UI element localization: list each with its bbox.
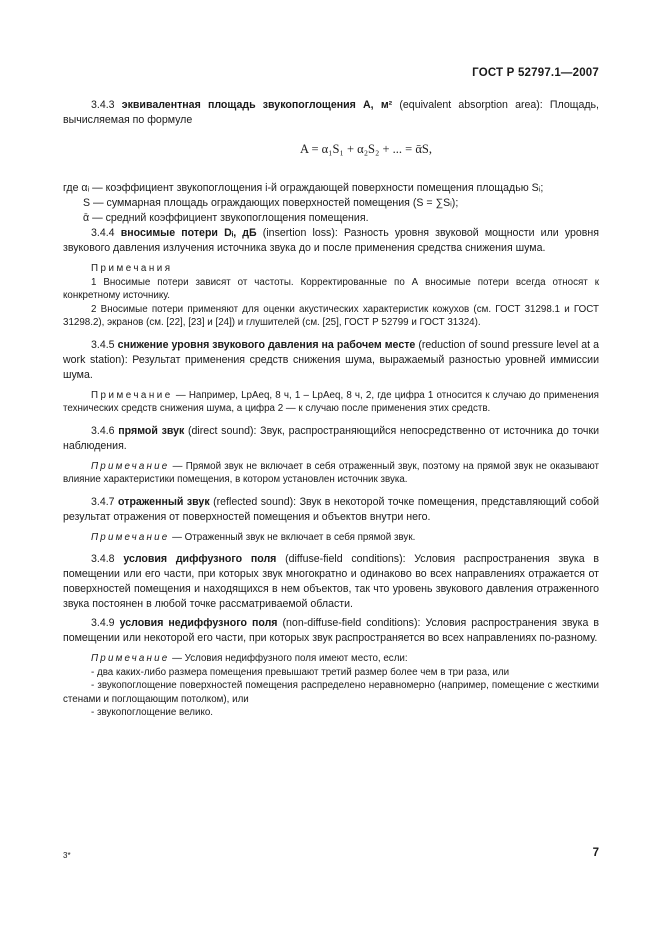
paragraph-3-4-4 — [63, 226, 599, 256]
paragraph-3-4-3 — [63, 98, 599, 128]
note-text: — Прямой звук не включает в себя отраженный звук, поэтому на прямой звук не оказывают влияние характеристики помещения, в котором установлен источник звука. — [63, 460, 599, 485]
term: эквивалентная площадь звукопоглощения А, м² — [121, 99, 393, 111]
clause-number: 3.4.9 — [91, 617, 120, 629]
paragraph-3-4-9 — [63, 616, 599, 646]
note-3-4-6 — [63, 460, 599, 487]
clause-number: 3.4.4 — [91, 227, 121, 239]
document-code: ГОСТ Р 52797.1—2007 — [472, 67, 599, 79]
clause-text: (diffuse-field conditions): Условия распространения звука в помещении или его части, при которых звук многократно и одинаково во всех направлениях отражается от поверхностей помещения и находящихся в нем объектов, так что уровень звукового давления отраженного звука постоянен в любой точке рассматриваемой области. — [63, 553, 599, 610]
clause-number: 3.4.3 — [91, 99, 122, 111]
paragraph-3-4-7 — [63, 495, 599, 525]
paragraph-3-4-5 — [63, 338, 599, 383]
note-1: 1 Вносимые потери зависят от частоты. Корректированные по А вносимые потери всегда относят к конкретному источнику. — [63, 276, 599, 301]
definition-alpha-i: где αᵢ — коэффициент звукопоглощения i-й ограждающей поверхности помещения площадью Sᵢ; — [63, 182, 544, 194]
clause-number: 3.4.6 — [91, 424, 119, 437]
page-body — [63, 98, 599, 720]
definition-s: S — суммарная площадь ограждающих поверхностей помещения (S = ∑Sᵢ); — [83, 197, 459, 209]
clause-text: (insertion loss): Разность уровня звуковой мощности или уровня звукового давления излучения источника звука до и после применения средства снижения шума. — [63, 227, 599, 254]
clause-number: 3.4.7 — [91, 495, 119, 508]
note-3-4-5 — [63, 389, 599, 416]
term: снижение уровня звукового давления на рабочем месте — [117, 338, 416, 351]
note-label: Примечание — [91, 389, 173, 401]
clause-text: (reduction of sound pressure level at a work station): Результат применения средств снижения шума, выражаемый разностью уровней иммиссии шума. — [63, 338, 599, 381]
note-text: — Отраженный звук не включает в себя прямой звук. — [169, 531, 416, 543]
clause-text: (equivalent absorption area): Площадь, вычисляемая по формуле — [63, 99, 599, 126]
note-label: Примечание — [91, 460, 170, 472]
list-item: - звукопоглощение поверхностей помещения распределено неравномерно (например, помещение с жесткими стенами и поглощающим потолком), или — [63, 680, 599, 705]
note-text: — Условия недиффузного поля имеют место, если: — [169, 653, 408, 664]
clause-text: (reflected sound): Звук в некоторой точке помещения, представляющий собой результат отражения от поверхностей помещения и объектов внутри него. — [63, 495, 599, 523]
list-item: - звукопоглощение велико. — [91, 707, 214, 718]
note-label: Примечание — [91, 531, 170, 543]
clause-text: (direct sound): Звук, распространяющийся непосредственно от источника до точки наблюдения. — [63, 424, 599, 452]
note-3-4-9 — [63, 652, 599, 666]
note-text: — Например, LpAeq, 8 ч, 1 – LpAeq, 8 ч, 2, где цифра 1 относится к случаю до применения технических средств снижения шума, а цифра 2 — к случаю после применения этих средств. — [63, 389, 599, 414]
term: вносимые потери Dᵢ, дБ — [120, 227, 257, 239]
term: условия диффузного поля — [123, 553, 277, 565]
note-3-4-7 — [63, 531, 599, 545]
paragraph-3-4-8 — [63, 552, 599, 612]
note-label: Примечание — [91, 653, 170, 664]
footer-mark: 3* — [63, 851, 71, 860]
clause-text: (non-diffuse-field conditions): Условия распространения звука в помещении или некоторой его части, при которых звук распространяется во всех направлениях по-разному. — [63, 617, 600, 644]
term: отраженный звук — [118, 495, 210, 508]
term: условия недиффузного поля — [119, 617, 278, 629]
note-2: 2 Вносимые потери применяют для оценки акустических характеристик кожухов (см. ГОСТ 31298.1 и ГОСТ 31298.2), экранов (см. [22], [23] и [24]) и глушителей (см. [25], ГОСТ Р 52799 и ГОСТ 31324). — [63, 303, 599, 328]
clause-number: 3.4.5 — [91, 338, 118, 351]
notes-heading: Примечания — [91, 263, 173, 274]
page-number: 7 — [592, 847, 599, 859]
clause-number: 3.4.8 — [91, 553, 124, 565]
list-item: - два каких-либо размера помещения превышают третий размер более чем в три раза, или — [91, 666, 510, 678]
definition-alpha-mean: ᾱ — средний коэффициент звукопоглощения помещения. — [83, 212, 369, 224]
term: прямой звук — [118, 424, 185, 437]
paragraph-3-4-6 — [63, 424, 599, 454]
formula: A = α₁S₁ + α₂S₂ + ... = ᾱS, — [300, 142, 432, 156]
